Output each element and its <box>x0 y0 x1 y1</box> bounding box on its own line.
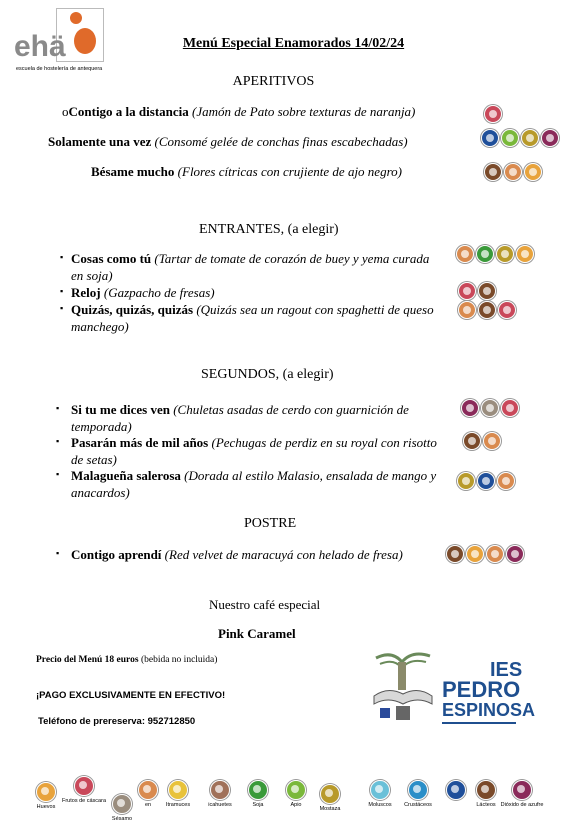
legend-label: Apio <box>290 802 302 808</box>
moluscos-icon <box>370 780 390 800</box>
bullet: ▪ <box>56 436 60 446</box>
legend-altramuces <box>154 780 202 809</box>
gluten-icon <box>483 432 501 450</box>
legend-label: Frutos de cáscara <box>61 798 107 804</box>
lacteos-icon <box>476 780 496 800</box>
lacteos-icon <box>484 163 502 181</box>
legend-label: Soja <box>252 802 264 808</box>
allergen-icons-entrante-2 <box>458 282 496 300</box>
huevos-icon <box>516 245 534 263</box>
huevos-icon <box>36 782 56 802</box>
gluten-icon <box>504 163 522 181</box>
legend-label: en <box>144 802 152 808</box>
dish-segundo-1: Si tu me dices ven (Chuletas asadas de cerdo con guarnición de temporada) <box>71 402 409 434</box>
allergen-icons-entrante-1 <box>456 245 534 263</box>
bullet: ▪ <box>56 469 60 479</box>
huevos-icon <box>466 545 484 563</box>
soja-icon <box>476 245 494 263</box>
crustaceos-icon <box>408 780 428 800</box>
ies-logo-text <box>442 660 535 724</box>
coffee-label: Nuestro café especial <box>209 597 321 612</box>
apio-icon <box>501 129 519 147</box>
allergen-icons-aperitivo-1 <box>484 105 502 123</box>
bullet: ▪ <box>60 303 64 313</box>
lacteos-icon <box>463 432 481 450</box>
gluten-icon <box>497 472 515 490</box>
ies-emblem <box>372 648 434 724</box>
dish-entrante-1: Cosas como tú (Tartar de tomate de corazón de buey y yema curada en soja) <box>71 251 430 283</box>
section-entrantes: ENTRANTES, (a elegir) <box>199 222 339 237</box>
apio-icon <box>286 780 306 800</box>
mostaza-icon <box>496 245 514 263</box>
lacteos-icon <box>446 545 464 563</box>
gluten-icon <box>458 301 476 319</box>
sesamo-icon <box>481 399 499 417</box>
phone-info: Teléfono de prereserva: 952712850 <box>38 716 196 727</box>
dish-postre-1: Contigo aprendí (Red velvet de maracuyá con helado de fresa) <box>71 547 403 562</box>
huevos-icon <box>524 163 542 181</box>
dish-segundo-3: Malagueña salerosa (Dorada al estilo Malasio, ensalada de mango y anacardos) <box>71 468 437 500</box>
lacteos-icon <box>478 301 496 319</box>
allergen-icons-segundo-1 <box>461 399 519 417</box>
pescado-icon <box>477 472 495 490</box>
bullet: ▪ <box>60 252 64 262</box>
legend-label: Moluscos <box>368 802 392 808</box>
allergen-icons-segundo-2 <box>463 432 501 450</box>
frutos-de-cascara-icon <box>74 776 94 796</box>
gluten-icon <box>486 545 504 563</box>
legend-label: icahuetes <box>208 802 232 808</box>
legend-label: Huevos <box>36 804 56 810</box>
cacahuetes-icon <box>210 780 230 800</box>
bullet: ▪ <box>56 548 60 558</box>
legend-mostaza <box>306 784 354 813</box>
allergen-icons-aperitivo-3 <box>484 163 542 181</box>
dish-entrante-2: Reloj (Gazpacho de fresas) <box>71 285 215 300</box>
logo-tagline: escuela de hostelería de antequera <box>16 66 103 72</box>
frutos-de-cascara-icon <box>458 282 476 300</box>
dish-segundo-2: Pasarán más de mil años (Pechugas de perdiz en su royal con risotto de setas) <box>71 435 437 467</box>
allergen-icons-postre-1 <box>446 545 524 563</box>
legend-dioxido-de-azufre <box>498 780 546 809</box>
coffee-name: Pink Caramel <box>218 626 296 641</box>
mostaza-icon <box>457 472 475 490</box>
section-aperitivos: APERITIVOS <box>232 74 315 89</box>
lacteos-icon <box>478 282 496 300</box>
cash-only-notice: ¡PAGO EXCLUSIVAMENTE EN EFECTIVO! <box>36 690 226 701</box>
dish-aperitivo-1: oContigo a la distancia (Jamón de Pato sobre texturas de naranja) <box>62 104 416 119</box>
frutos-de-cascara-icon <box>484 105 502 123</box>
ies-line-2: PEDRO <box>442 677 521 702</box>
mostaza-icon <box>320 784 340 804</box>
bullet: ▪ <box>60 286 64 296</box>
price-label: Precio del Menú 18 euros <box>36 655 139 665</box>
dioxido-de-azufre-icon <box>461 399 479 417</box>
legend-label: Crustáceos <box>404 802 432 808</box>
allergen-legend <box>0 772 567 825</box>
ies-line-1: IES <box>490 659 523 681</box>
price-info <box>36 655 217 665</box>
dish-entrante-3: Quizás, quizás, quizás (Quizás sea un ragout con spaghetti de queso manchego) <box>71 302 434 334</box>
frutos-de-cascara-icon <box>501 399 519 417</box>
price-note: (bebida no incluida) <box>140 655 218 665</box>
logo-figure-icon <box>70 12 82 24</box>
legend-label: Dióxido de azufre <box>500 802 544 808</box>
dioxido-de-azufre-icon <box>512 780 532 800</box>
allergen-icons-aperitivo-2 <box>481 129 559 147</box>
allergen-icons-segundo-3 <box>457 472 515 490</box>
pescado-icon <box>481 129 499 147</box>
dioxido-de-azufre-icon <box>541 129 559 147</box>
frutos-de-cascara-icon <box>498 301 516 319</box>
soja-icon <box>248 780 268 800</box>
altramuces-icon <box>168 780 188 800</box>
legend-label: Mostaza <box>319 806 341 812</box>
gluten-icon <box>456 245 474 263</box>
olive-tree-book-icon <box>372 648 434 724</box>
page-title: Menú Especial Enamorados 14/02/24 <box>182 36 405 51</box>
ies-line-3: ESPINOSA <box>442 700 536 720</box>
dish-aperitivo-2: Solamente una vez (Consomé gelée de conchas finas escabechadas) <box>48 134 408 149</box>
section-segundos: SEGUNDOS, (a elegir) <box>201 367 334 382</box>
allergen-icons-entrante-3 <box>458 301 516 319</box>
ies-underline <box>442 722 516 724</box>
legend-label: Itramuces <box>165 802 191 808</box>
legend-label: Sésamo <box>111 816 133 822</box>
logo-mark: ehä <box>14 30 66 63</box>
dioxido-de-azufre-icon <box>506 545 524 563</box>
section-postre: POSTRE <box>244 516 297 531</box>
bullet: ▪ <box>56 403 60 413</box>
mostaza-icon <box>521 129 539 147</box>
legend-label: Lácteos <box>476 802 496 808</box>
dish-aperitivo-3: Bésame mucho (Flores cítricas con crujiente de ajo negro) <box>91 164 402 179</box>
